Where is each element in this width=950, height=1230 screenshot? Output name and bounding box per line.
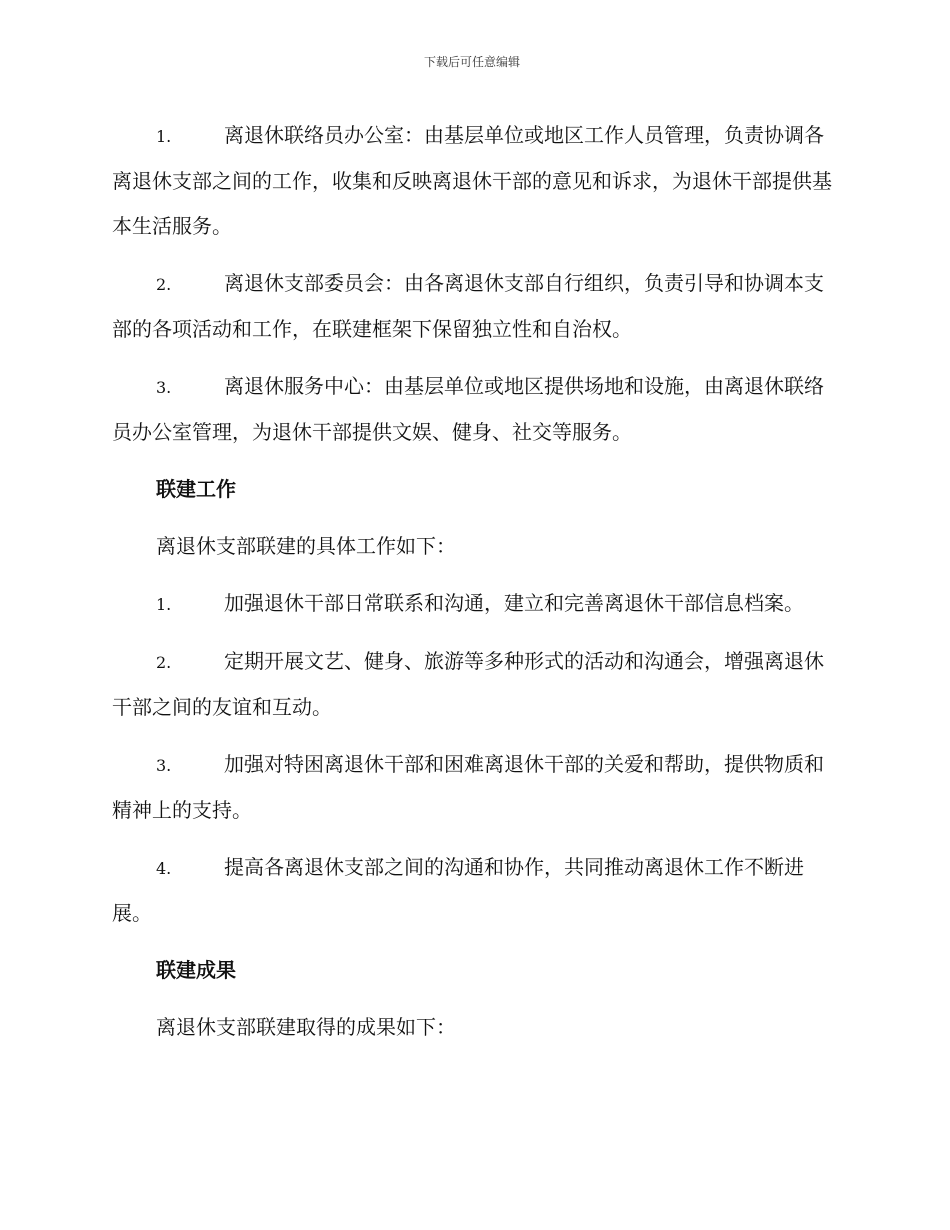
list-number: 3. (156, 378, 172, 397)
list-number: 2. (156, 653, 172, 672)
results-intro: 离退休支部联建取得的成果如下： (156, 1015, 456, 1039)
list-item (112, 639, 832, 730)
list-number: 1. (156, 127, 172, 146)
list-text: 定期开展文艺、健身、旅游等多种形式的活动和沟通会，增强离退休干部之间的友谊和互动。 (112, 649, 824, 719)
list-item (112, 113, 832, 249)
list-item (112, 581, 832, 627)
header-note: 下载后可任意编辑 (423, 55, 520, 69)
list-text: 加强退休干部日常联系和沟通，建立和完善离退休干部信息档案。 (224, 591, 804, 615)
list-item (112, 261, 832, 352)
list-number: 4. (156, 859, 172, 878)
list-text: 提高各离退休支部之间的沟通和协作，共同推动离退休工作不断进展。 (112, 855, 804, 925)
list-item (112, 364, 832, 455)
list-item (112, 742, 832, 833)
list-number: 1. (156, 595, 172, 614)
list-number: 2. (156, 275, 172, 294)
list-text: 离退休支部委员会：由各离退休支部自行组织，负责引导和协调本支部的各项活动和工作，在联建框架下保留独立性和自治权。 (112, 271, 824, 341)
list-text: 离退休联络员办公室：由基层单位或地区工作人员管理，负责协调各离退休支部之间的工作，收集和反映离退休干部的意见和诉求，为退休干部提供基本生活服务。 (112, 123, 832, 238)
list-text: 离退休服务中心：由基层单位或地区提供场地和设施，由离退休联络员办公室管理，为退休干部提供文娱、健身、社交等服务。 (112, 374, 824, 444)
list-number: 3. (156, 756, 172, 775)
list-item (112, 845, 832, 936)
section-heading-work: 联建工作 (156, 477, 236, 501)
list-text: 加强对特困离退休干部和困难离退休干部的关爱和帮助，提供物质和精神上的支持。 (112, 752, 824, 822)
section-heading-results: 联建成果 (156, 958, 236, 982)
document-content (112, 113, 832, 1050)
work-intro: 离退休支部联建的具体工作如下： (156, 534, 456, 558)
